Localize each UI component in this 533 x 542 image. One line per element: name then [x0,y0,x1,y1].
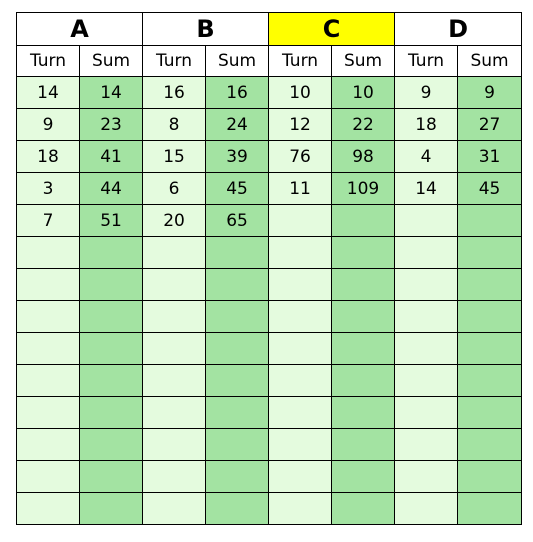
player-d-turn-cell[interactable]: 9 [395,77,458,109]
player-b-turn-label: Turn [143,46,206,77]
player-a-turn-cell[interactable] [17,301,80,333]
player-b-turn-cell[interactable] [143,269,206,301]
player-a-sum-cell: 41 [80,141,143,173]
player-d-sum-cell [458,461,522,493]
score-row [17,173,522,205]
player-a-sum-cell [80,365,143,397]
score-row [17,397,522,429]
player-c-sum-cell: 22 [332,109,395,141]
player-b-sum-cell: 39 [206,141,269,173]
score-rows [17,77,522,525]
score-row [17,141,522,173]
player-d-turn-cell[interactable]: 18 [395,109,458,141]
player-a-sum-cell [80,301,143,333]
player-d-sum-cell: 31 [458,141,522,173]
player-a-turn-cell[interactable] [17,429,80,461]
player-c-turn-cell[interactable] [269,493,332,525]
player-b-sum-cell: 65 [206,205,269,237]
player-c-sum-cell [332,301,395,333]
player-d-turn-cell[interactable] [395,493,458,525]
player-d-sum-cell [458,237,522,269]
player-c-sum-cell [332,333,395,365]
player-c-turn-cell[interactable] [269,269,332,301]
player-a-sum-cell [80,429,143,461]
score-row [17,493,522,525]
player-d-turn-cell[interactable] [395,397,458,429]
player-b-sum-label: Sum [206,46,269,77]
player-d-sum-cell [458,269,522,301]
player-d-sum-cell [458,397,522,429]
player-a-sum-cell: 14 [80,77,143,109]
player-c-sum-cell [332,237,395,269]
player-d-turn-cell[interactable] [395,269,458,301]
player-b-turn-cell[interactable] [143,333,206,365]
score-row [17,461,522,493]
player-a-turn-cell[interactable] [17,397,80,429]
player-b-turn-cell[interactable] [143,493,206,525]
player-c-sum-cell [332,205,395,237]
player-d-turn-cell[interactable] [395,205,458,237]
score-row [17,333,522,365]
score-row [17,301,522,333]
player-d-sum-cell: 9 [458,77,522,109]
player-b-sum-cell [206,269,269,301]
player-a-turn-cell[interactable] [17,237,80,269]
player-d-turn-cell[interactable] [395,237,458,269]
player-b-sum-cell [206,237,269,269]
player-b-sum-cell [206,365,269,397]
player-c-turn-cell[interactable] [269,205,332,237]
scoreboard [16,12,521,542]
player-a-sum-label: Sum [80,46,143,77]
player-a-turn-cell[interactable] [17,333,80,365]
player-a-sum-cell [80,461,143,493]
player-a-sum-cell [80,397,143,429]
player-d-header[interactable]: D [395,13,522,46]
player-b-sum-cell [206,461,269,493]
player-d-sum-cell [458,365,522,397]
player-c-turn-label: Turn [269,46,332,77]
player-c-sum-cell: 10 [332,77,395,109]
player-c-turn-cell[interactable] [269,461,332,493]
player-c-sum-cell [332,461,395,493]
player-b-sum-cell [206,301,269,333]
player-b-turn-cell[interactable] [143,237,206,269]
player-a-turn-cell[interactable]: 14 [17,77,80,109]
player-c-turn-cell[interactable]: 10 [269,77,332,109]
player-a-sum-cell: 44 [80,173,143,205]
player-b-turn-cell[interactable] [143,365,206,397]
player-header-row [17,13,522,46]
player-b-sum-cell: 24 [206,109,269,141]
player-c-turn-cell[interactable] [269,333,332,365]
player-a-sum-cell [80,269,143,301]
player-c-header[interactable]: C [269,13,395,46]
player-d-turn-cell[interactable]: 14 [395,173,458,205]
player-c-turn-cell[interactable]: 12 [269,109,332,141]
score-row [17,109,522,141]
player-b-turn-cell[interactable]: 20 [143,205,206,237]
player-c-sum-cell [332,493,395,525]
player-c-turn-cell[interactable]: 76 [269,141,332,173]
player-c-sum-cell [332,397,395,429]
score-row [17,205,522,237]
player-d-turn-label: Turn [395,46,458,77]
player-b-turn-cell[interactable] [143,301,206,333]
player-a-turn-cell[interactable]: 3 [17,173,80,205]
player-d-turn-cell[interactable] [395,365,458,397]
player-c-turn-cell[interactable]: 11 [269,173,332,205]
player-b-turn-cell[interactable]: 6 [143,173,206,205]
player-d-sum-cell [458,205,522,237]
player-b-sum-cell [206,429,269,461]
player-d-turn-cell[interactable]: 4 [395,141,458,173]
player-d-sum-cell: 45 [458,173,522,205]
player-a-header[interactable]: A [17,13,143,46]
player-c-turn-cell[interactable] [269,397,332,429]
player-a-sum-cell: 23 [80,109,143,141]
player-a-turn-cell[interactable] [17,461,80,493]
player-a-turn-cell[interactable]: 9 [17,109,80,141]
player-b-turn-cell[interactable]: 15 [143,141,206,173]
player-a-turn-label: Turn [17,46,80,77]
player-c-turn-cell[interactable] [269,237,332,269]
player-b-sum-cell: 45 [206,173,269,205]
player-c-sum-cell: 109 [332,173,395,205]
player-b-header[interactable]: B [143,13,269,46]
player-c-sum-cell [332,269,395,301]
player-b-sum-cell [206,333,269,365]
player-d-sum-label: Sum [458,46,522,77]
player-a-turn-cell[interactable] [17,365,80,397]
score-row [17,429,522,461]
player-d-sum-cell [458,429,522,461]
score-table [16,12,522,525]
player-a-turn-cell[interactable]: 7 [17,205,80,237]
player-b-sum-cell: 16 [206,77,269,109]
player-c-turn-cell[interactable] [269,365,332,397]
player-c-sum-cell [332,365,395,397]
score-row [17,365,522,397]
player-b-turn-cell[interactable]: 16 [143,77,206,109]
player-b-turn-cell[interactable]: 8 [143,109,206,141]
player-c-sum-cell: 98 [332,141,395,173]
player-b-sum-cell [206,493,269,525]
score-row [17,237,522,269]
player-c-turn-cell[interactable] [269,429,332,461]
player-a-sum-cell [80,333,143,365]
player-a-turn-cell[interactable]: 18 [17,141,80,173]
player-d-turn-cell[interactable] [395,333,458,365]
player-c-sum-cell [332,429,395,461]
score-row [17,77,522,109]
player-d-turn-cell[interactable] [395,429,458,461]
player-c-sum-label: Sum [332,46,395,77]
player-d-turn-cell[interactable] [395,461,458,493]
player-b-turn-cell[interactable] [143,397,206,429]
player-d-sum-cell: 27 [458,109,522,141]
player-a-turn-cell[interactable] [17,269,80,301]
player-d-sum-cell [458,493,522,525]
player-b-turn-cell[interactable] [143,429,206,461]
player-c-turn-cell[interactable] [269,301,332,333]
player-a-turn-cell[interactable] [17,493,80,525]
column-label-row [17,46,522,77]
player-b-sum-cell [206,397,269,429]
player-a-sum-cell [80,237,143,269]
player-d-sum-cell [458,301,522,333]
player-d-sum-cell [458,333,522,365]
player-a-sum-cell [80,493,143,525]
player-b-turn-cell[interactable] [143,461,206,493]
player-d-turn-cell[interactable] [395,301,458,333]
player-a-sum-cell: 51 [80,205,143,237]
score-row [17,269,522,301]
